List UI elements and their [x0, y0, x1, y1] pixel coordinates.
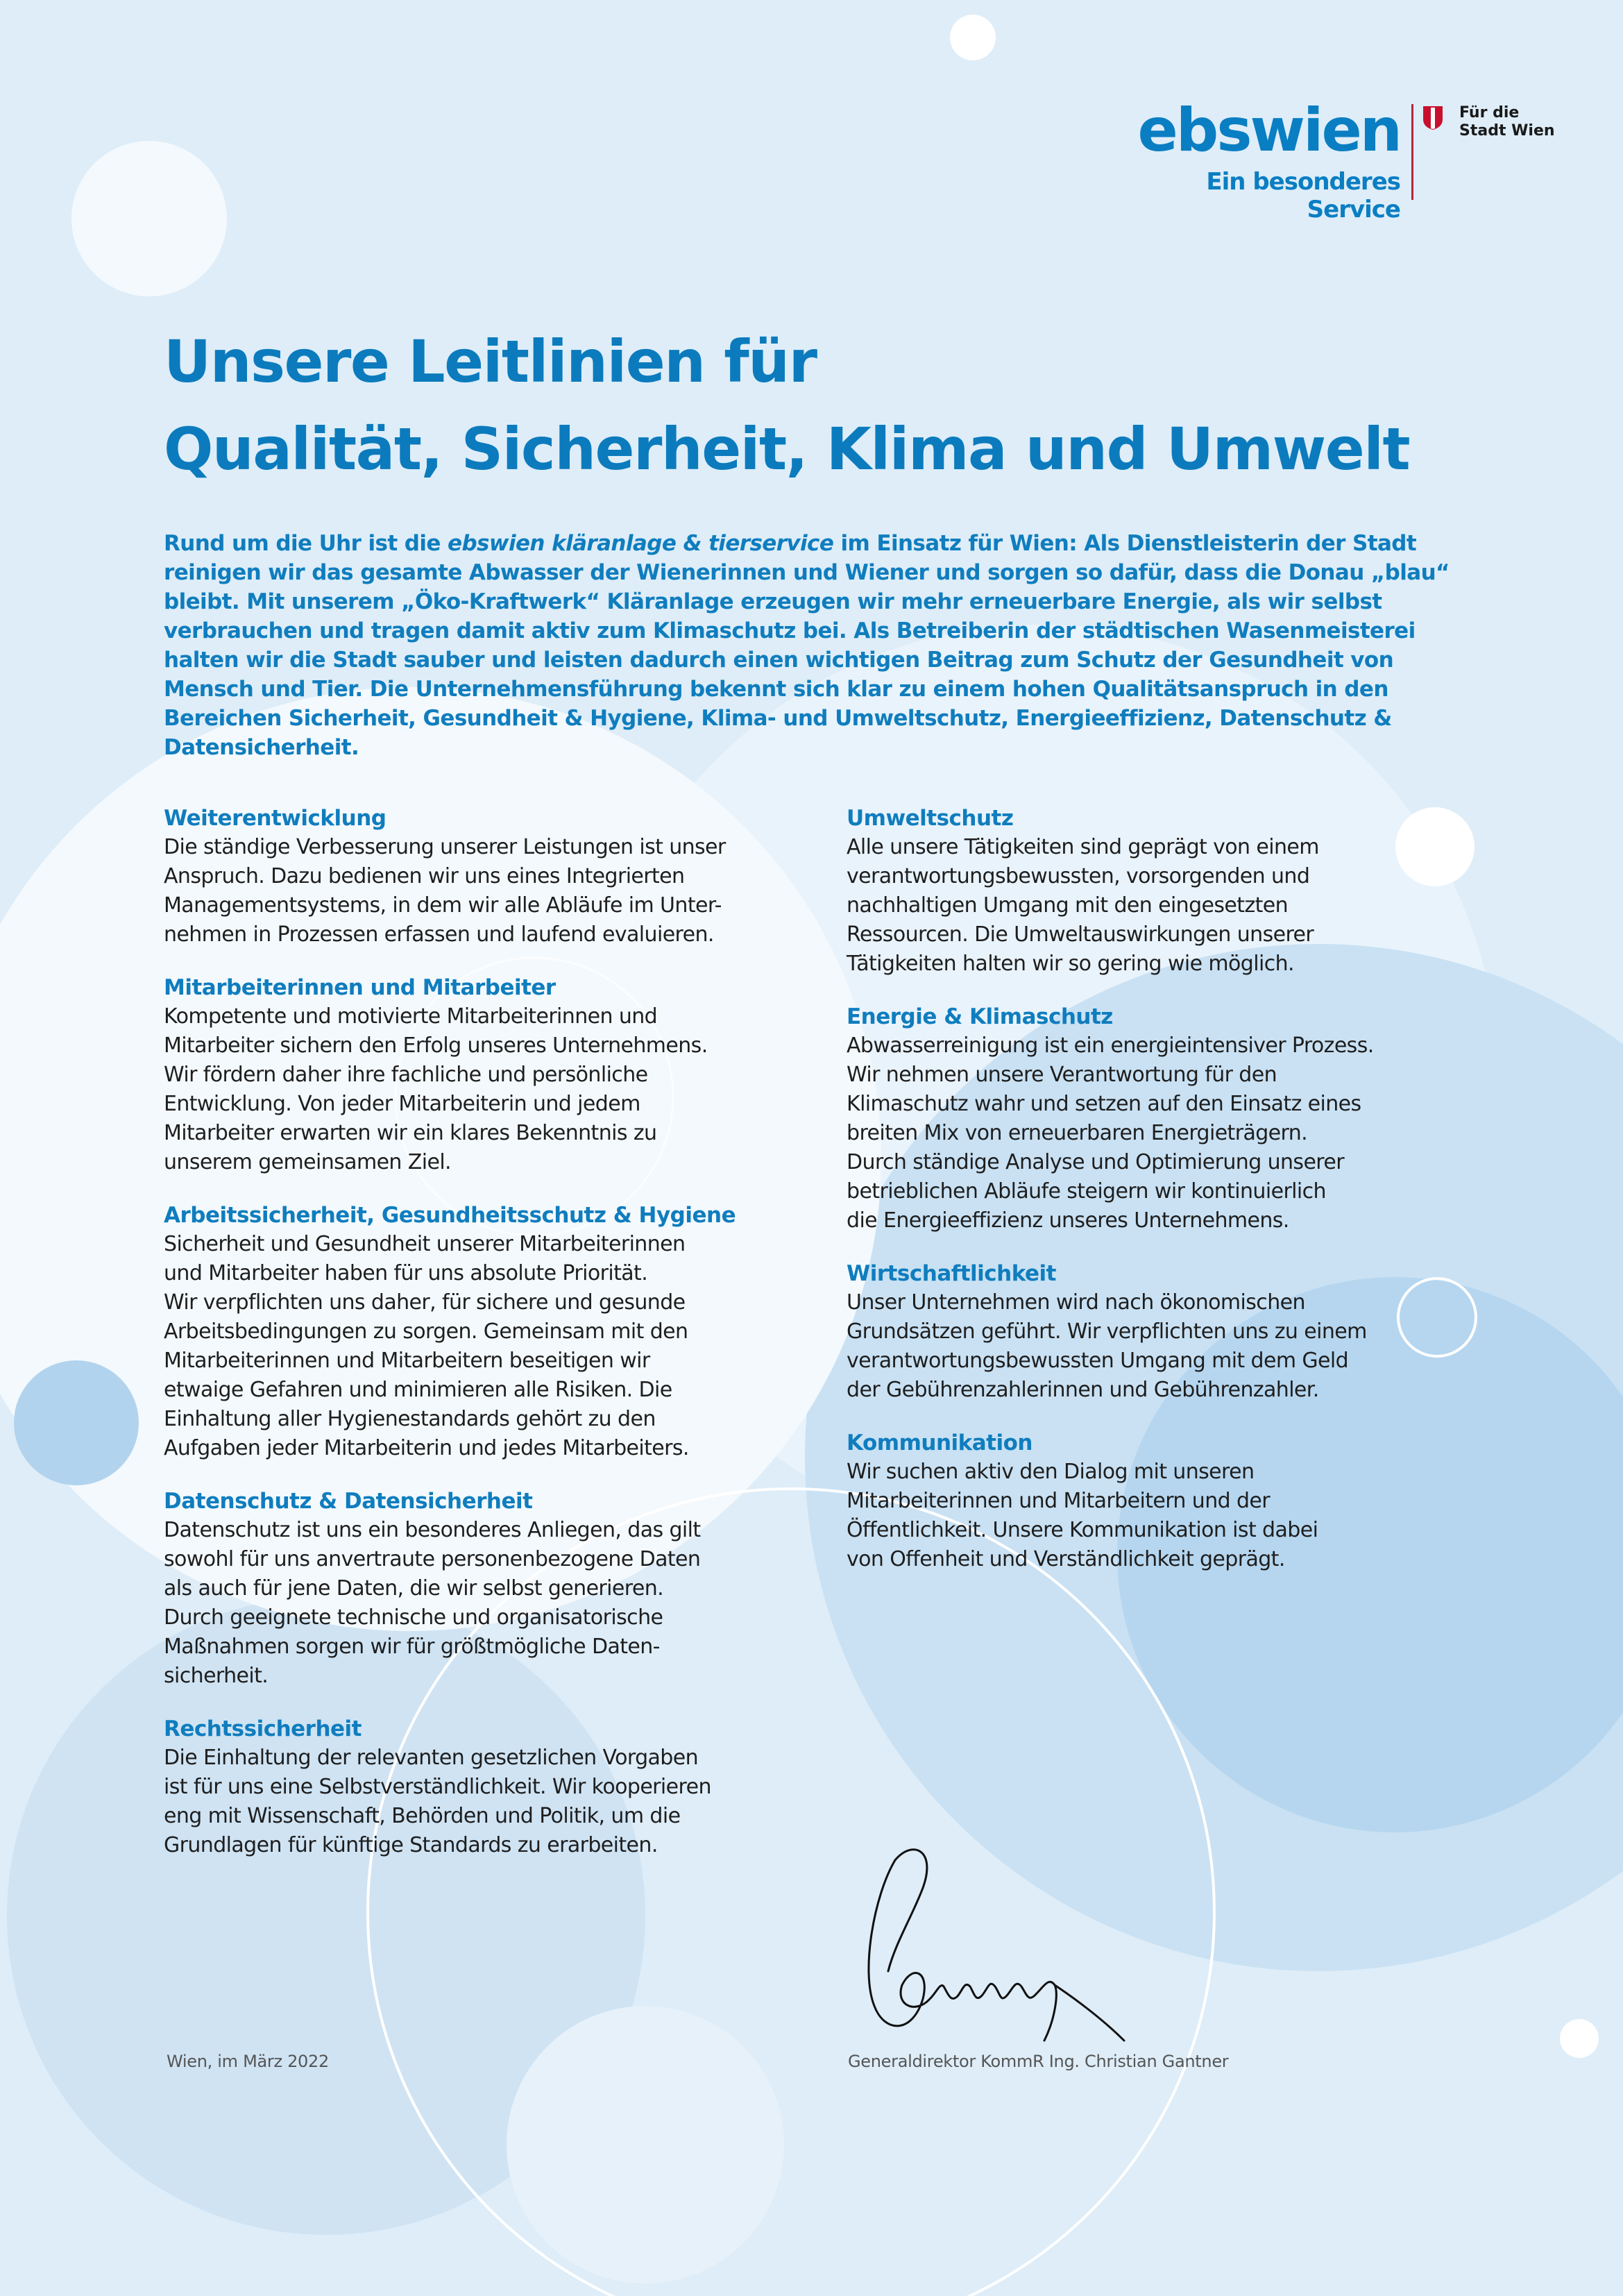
handwritten-signature [847, 1832, 1180, 2054]
policy-section [847, 1002, 1492, 1235]
date-line: Wien, im März 2022 [167, 2052, 329, 2071]
logo-city-line-1: Für die [1459, 104, 1520, 121]
section-text-line: und Mitarbeiter haben für uns absolute Priorität. [164, 1261, 648, 1285]
section-text-line: Sicherheit und Gesundheit unserer Mitarbeiterinnen [164, 1232, 686, 1256]
section-text-line: sowohl für uns anvertraute personenbezogene Daten [164, 1547, 701, 1571]
section-text-line: Einhaltung aller Hygienestandards gehört zu den [164, 1407, 656, 1431]
section-heading: Wirtschaftlichkeit [847, 1261, 1056, 1286]
section-text-line: nachhaltigen Umgang mit den eingesetzten [847, 893, 1289, 918]
intro-prefix: Rund um die Uhr ist die [164, 531, 448, 556]
section-text-line: eng mit Wissenschaft, Behörden und Politik, um die [164, 1804, 681, 1828]
section-heading: Arbeitssicherheit, Gesundheitsschutz & Hygiene [164, 1203, 736, 1228]
section-text-line: Die Einhaltung der relevanten gesetzlichen Vorgaben [164, 1746, 699, 1770]
section-text-line: unserem gemeinsamen Ziel. [164, 1150, 451, 1174]
section-text-line: die Energieeffizienz unseres Unternehmens. [847, 1208, 1289, 1233]
logo-tagline: Ein besonderes Service [1206, 168, 1400, 223]
brand-logo[interactable] [1109, 96, 1555, 223]
policy-section [847, 1259, 1492, 1405]
section-text-line: betrieblichen Abläufe steigern wir kontinuierlich [847, 1179, 1326, 1204]
section-heading: Kommunikation [847, 1430, 1033, 1455]
section-heading: Datenschutz & Datensicherheit [164, 1489, 533, 1514]
section-text-line: Datenschutz ist uns ein besonderes Anliegen, das gilt [164, 1518, 701, 1542]
page-title [164, 318, 1482, 493]
section-text-line: Tätigkeiten halten wir so gering wie möglich. [847, 952, 1294, 976]
section-text-line: Ressourcen. Die Umweltauswirkungen unserer [847, 922, 1314, 947]
section-heading: Rechtssicherheit [164, 1716, 362, 1741]
section-text-line: Aufgaben jeder Mitarbeiterin und jedes Mitarbeiters. [164, 1436, 689, 1460]
section-text-line: der Gebührenzahlerinnen und Gebührenzahler. [847, 1378, 1319, 1402]
section-text-line: Alle unsere Tätigkeiten sind geprägt von einem [847, 835, 1319, 859]
policy-section [164, 1714, 809, 1860]
right-column [847, 804, 1492, 1598]
title-line-2: Qualität, Sicherheit, Klima und Umwelt [164, 415, 1410, 483]
section-heading: Umweltschutz [847, 806, 1014, 831]
section-text-line: Kompetente und motivierte Mitarbeiterinnen und [164, 1004, 658, 1029]
intro-rest: im Einsatz für Wien: Als Dienstleisterin der Stadt reinigen wir das gesamte Abwasser der Wienerinnen und Wiener und sorgen so dafür, dass die Donau „blau“ bleibt. Mit unserem „Öko-Kraftwerk“ Kläranlage erzeugen wir mehr erneuerbare Energie, als wir selbst verbrauchen und tragen damit aktiv zum Klimaschutz bei. Als Betreiberin der städtischen Wasenmeisterei halten wir die Stadt sauber und leisten dadurch einen wichtigen Beitrag zum Schutz der Gesundheit von Mensch und Tier. Die Unternehmensführung bekennt sich klar zu einem hohen Qualitätsanspruch in den Bereichen Sicherheit, Gesundheit & Hygiene, Klima- und Umweltschutz, Energieeffizienz, Datenschutz & Datensicherheit. [164, 531, 1450, 760]
policy-section [847, 804, 1492, 979]
section-text-line: sicherheit. [164, 1664, 269, 1688]
section-text-line: etwaige Gefahren und minimieren alle Risiken. Die [164, 1378, 672, 1402]
section-text-line: Maßnahmen sorgen wir für größtmögliche Daten- [164, 1635, 660, 1659]
section-text-line: breiten Mix von erneuerbaren Energieträgern. [847, 1121, 1308, 1145]
section-text-line: Entwicklung. Von jeder Mitarbeiterin und jedem [164, 1092, 640, 1116]
section-text-line: Wir fördern daher ihre fachliche und persönliche [164, 1063, 648, 1087]
section-heading: Energie & Klimaschutz [847, 1004, 1113, 1029]
title-line-1: Unsere Leitlinien für [164, 328, 817, 396]
policy-section [164, 804, 809, 949]
section-text-line: Anspruch. Dazu bedienen wir uns eines Integrierten [164, 864, 685, 888]
vienna-crest-icon [1422, 105, 1443, 130]
section-text-line: Durch geeignete technische und organisatorische [164, 1605, 663, 1630]
policy-section [164, 1487, 809, 1691]
section-heading: Mitarbeiterinnen und Mitarbeiter [164, 975, 556, 1000]
section-text-line: Grundlagen für künftige Standards zu erarbeiten. [164, 1833, 658, 1857]
intro-emphasis: ebswien kläranlage & tierservice [448, 531, 834, 556]
section-text-line: Managementsystems, in dem wir alle Abläufe im Unter- [164, 893, 722, 918]
signer-name: Generaldirektor KommR Ing. Christian Gantner [848, 2052, 1229, 2071]
section-text-line: Abwasserreinigung ist ein energieintensiver Prozess. [847, 1033, 1374, 1058]
section-text-line: Mitarbeiter sichern den Erfolg unseres Unternehmens. [164, 1033, 708, 1058]
section-text-line: Die ständige Verbesserung unserer Leistungen ist unser [164, 835, 726, 859]
section-heading: Weiterentwicklung [164, 806, 386, 831]
policy-section [164, 973, 809, 1177]
left-column [164, 804, 809, 1884]
logo-divider [1411, 104, 1413, 200]
section-text-line: Wir suchen aktiv den Dialog mit unseren [847, 1460, 1255, 1484]
section-text-line: von Offenheit und Verständlichkeit geprägt. [847, 1547, 1285, 1571]
section-text-line: Klimaschutz wahr und setzen auf den Einsatz eines [847, 1092, 1361, 1116]
section-text-line: ist für uns eine Selbstverständlichkeit. Wir kooperieren [164, 1775, 711, 1799]
intro-paragraph [164, 529, 1468, 762]
section-text-line: Öffentlichkeit. Unsere Kommunikation ist dabei [847, 1518, 1318, 1542]
section-text-line: nehmen in Prozessen erfassen und laufend evaluieren. [164, 922, 714, 947]
section-text-line: Mitarbeiterinnen und Mitarbeitern und der [847, 1489, 1271, 1513]
logo-city-label [1459, 104, 1556, 140]
section-text-line: Mitarbeiterinnen und Mitarbeitern beseitigen wir [164, 1349, 650, 1373]
section-text-line: Mitarbeiter erwarten wir ein klares Bekenntnis zu [164, 1121, 657, 1145]
section-text-line: Arbeitsbedingungen zu sorgen. Gemeinsam mit den [164, 1319, 688, 1344]
section-text-line: Grundsätzen geführt. Wir verpflichten uns zu einem [847, 1319, 1367, 1344]
policy-section [847, 1428, 1492, 1574]
section-text-line: verantwortungsbewussten Umgang mit dem Geld [847, 1349, 1349, 1373]
section-text-line: Unser Unternehmen wird nach ökonomischen [847, 1290, 1305, 1315]
section-text-line: verantwortungsbewussten, vorsorgenden und [847, 864, 1310, 888]
section-text-line: als auch für jene Daten, die wir selbst generieren. [164, 1576, 664, 1601]
section-text-line: Wir verpflichten uns daher, für sichere und gesunde [164, 1290, 686, 1315]
logo-wordmark: ebswien [1137, 96, 1400, 165]
section-text-line: Durch ständige Analyse und Optimierung unserer [847, 1150, 1344, 1174]
policy-section [164, 1201, 809, 1463]
section-text-line: Wir nehmen unsere Verantwortung für den [847, 1063, 1277, 1087]
logo-city-line-2: Stadt Wien [1459, 122, 1555, 140]
